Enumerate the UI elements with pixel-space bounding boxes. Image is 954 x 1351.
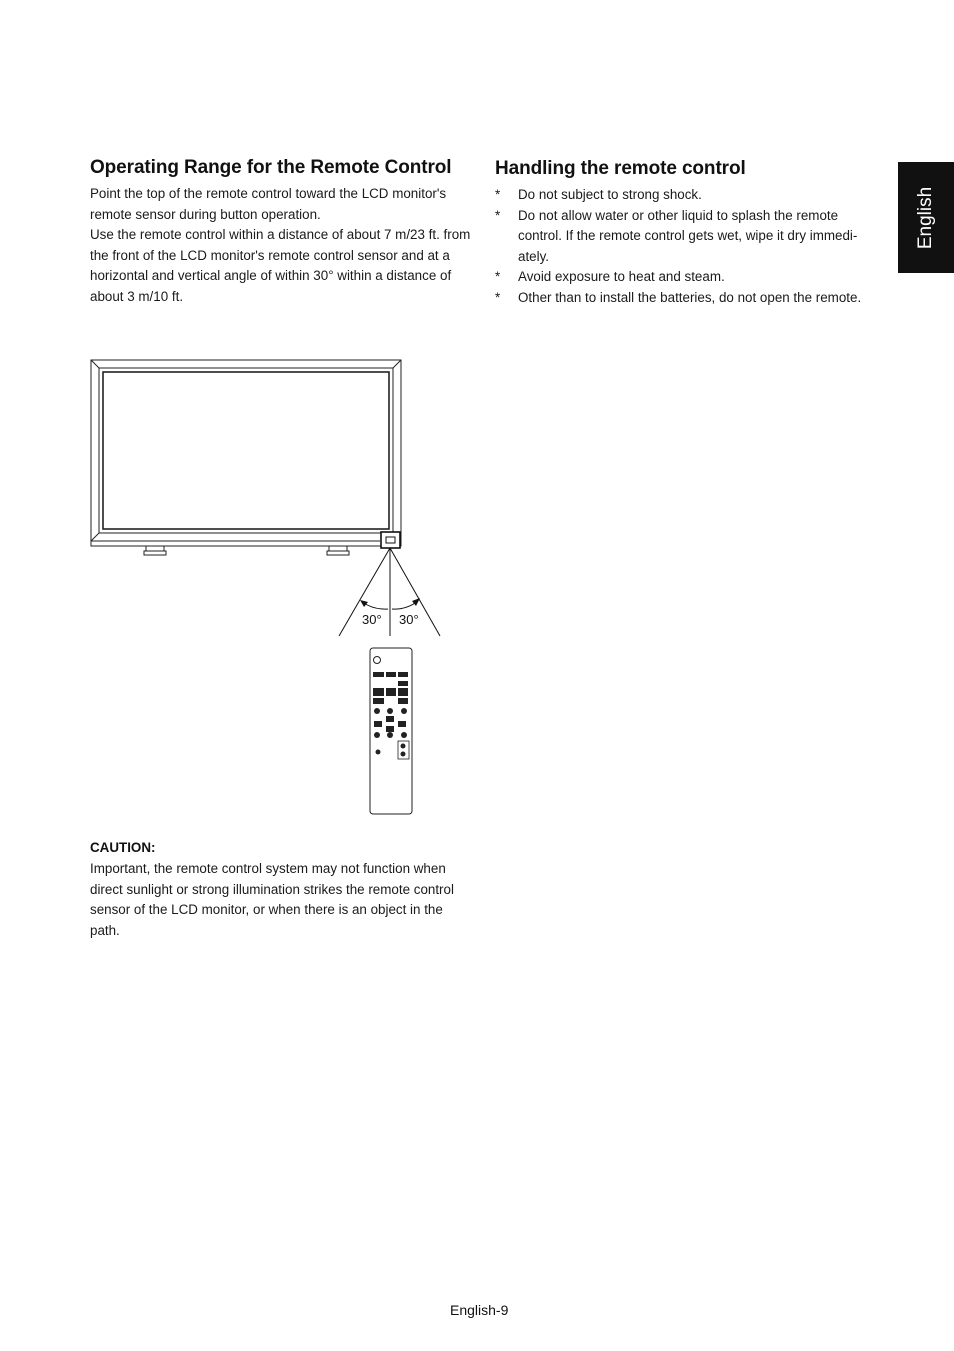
- caution-text: Important, the remote control system may not function when direct sunlight or strong illumination strikes the remote control sensor of the LCD monitor, or when there is an object in the path.: [90, 861, 454, 938]
- handling-item: * Do not allow water or other liquid to splash the remote control. If the remote control gets wet, wipe it dry immedi-ately.: [495, 207, 858, 264]
- caution-title: CAUTION:: [90, 840, 156, 855]
- operating-range-heading: Operating Range for the Remote Control: [90, 157, 452, 178]
- page-number: English-9: [450, 1302, 509, 1318]
- operating-range-paragraph-2: Use the remote control within a distance of about 7 m/23 ft. from the front of the LCD monitor's remote control sensor and at a horizontal and vertical angle of within 30° within a distance of about 3 m/10 ft.: [90, 227, 471, 304]
- angle-label-right: 30°: [399, 612, 419, 627]
- remote-sensor-icon: [381, 532, 400, 548]
- handling-heading: Handling the remote control: [495, 158, 746, 179]
- handling-item: * Do not subject to strong shock.: [495, 187, 702, 202]
- lcd-monitor-illustration: [91, 360, 401, 555]
- handling-item: * Other than to install the batteries, do not open the remote.: [495, 289, 862, 305]
- remote-control-illustration: [370, 648, 412, 814]
- angle-label-left: 30°: [362, 612, 382, 627]
- language-tab-label: English: [915, 186, 936, 249]
- handling-item: * Avoid exposure to heat and steam.: [495, 269, 725, 284]
- operating-range-paragraph-1: Point the top of the remote control toward the LCD monitor's remote sensor during button operation.: [90, 186, 447, 222]
- angle-lines: [339, 548, 440, 636]
